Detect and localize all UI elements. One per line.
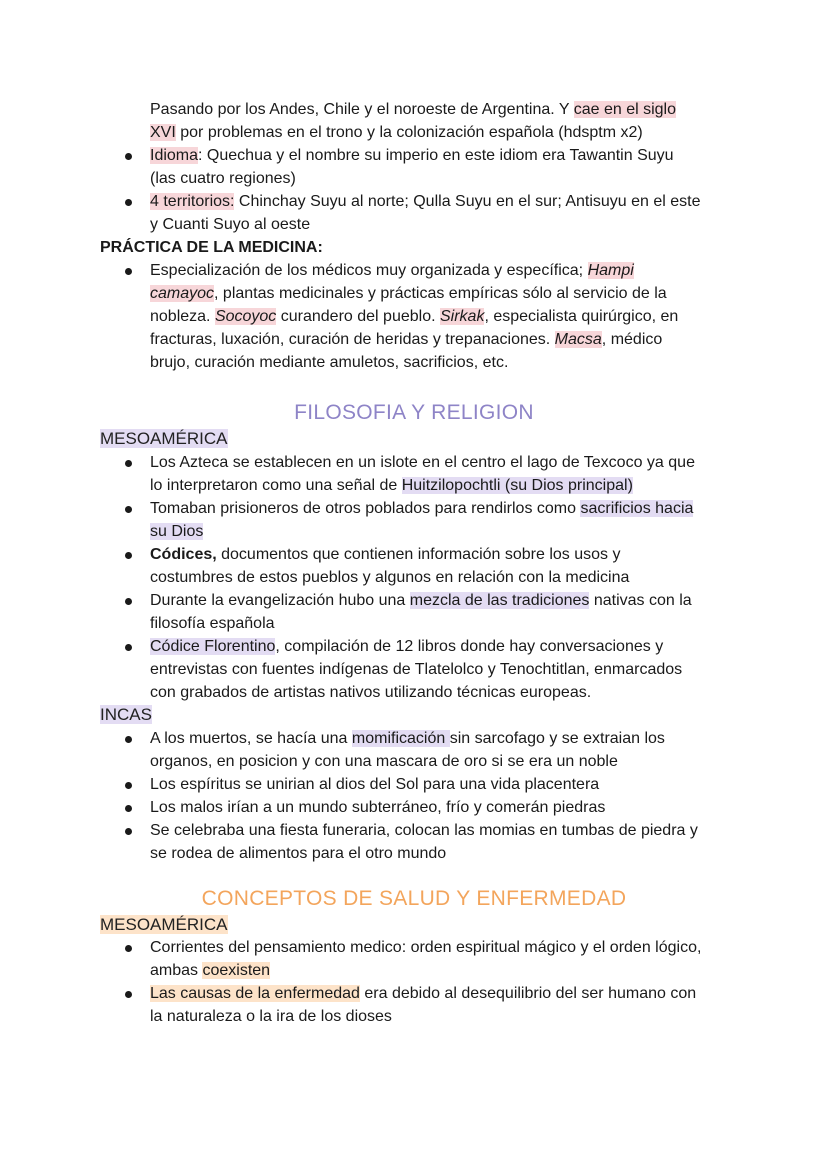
bullet-icon <box>125 199 132 206</box>
causas-item: Las causas de la enfermedad era debido al desequilibrio del ser humano con <box>150 985 697 1002</box>
bullet-icon <box>125 991 132 998</box>
mesoamerica-label-2: MESOAMÉRICA <box>100 915 228 934</box>
practica-line-2: camayoc, plantas medicinales y prácticas empíricas sólo al servicio de la <box>150 285 667 302</box>
practica-line-5: brujo, curación mediante amuletos, sacrificios, etc. <box>150 354 509 371</box>
practica-line-3: nobleza. Socoyoc curandero del pueblo. Sirkak, especialista quirúrgico, en <box>150 308 679 325</box>
idioma-item: Idioma: Quechua y el nombre su imperio en este idiom era Tawantin Suyu <box>150 147 674 164</box>
bullet-icon <box>125 506 132 513</box>
corrientes-item-cont: ambas coexisten <box>150 962 271 979</box>
incas-label: INCAS <box>100 705 152 724</box>
filosofia-title: FILOSOFIA Y RELIGION <box>294 401 534 424</box>
bullet-icon <box>125 153 132 160</box>
bullet-icon <box>125 828 132 835</box>
practica-line-4: fracturas, luxación, curación de heridas y trepanaciones. Macsa, médico <box>150 331 663 348</box>
aztecas-item: Los Azteca se establecen en un islote en el centro el lago de Texcoco ya que <box>150 454 695 471</box>
codice-florentino-item-cont: con grabados de artistas nativos utilizando técnicas europeas. <box>150 684 592 701</box>
prisioneros-item-cont: su Dios <box>150 523 204 540</box>
bullet-icon <box>125 598 132 605</box>
territorios-item: 4 territorios: Chinchay Suyu al norte; Qulla Suyu en el sur; Antisuyu en el este <box>150 193 701 210</box>
bullet-icon <box>125 805 132 812</box>
fiesta-funeraria-item: Se celebraba una fiesta funeraria, colocan las momias en tumbas de piedra y <box>150 822 698 839</box>
codice-florentino-item-cont: entrevistas con fuentes indígenas de Tlatelolco y Tenochtitlan, enmarcados <box>150 661 683 678</box>
practica-line-1: Especialización de los médicos muy organizada y específica; Hampi <box>150 262 634 279</box>
idioma-item-cont: (las cuatro regiones) <box>150 170 296 187</box>
evangelizacion-item-cont: filosofía española <box>150 615 275 632</box>
aztecas-item-cont: lo interpretaron como una señal de Huitzilopochtli (su Dios principal) <box>150 477 633 494</box>
bullet-icon <box>125 460 132 467</box>
incas-intro-line-1: Pasando por los Andes, Chile y el noroeste de Argentina. Y cae en el siglo <box>150 101 676 118</box>
mesoamerica-label-1: MESOAMÉRICA <box>100 429 228 448</box>
prisioneros-item: Tomaban prisioneros de otros poblados para rendirlos como sacrificios hacia <box>150 500 694 517</box>
bullet-icon <box>125 644 132 651</box>
bullet-icon <box>125 736 132 743</box>
fiesta-funeraria-item-cont: se rodea de alimentos para el otro mundo <box>150 845 447 862</box>
codice-florentino-item: Códice Florentino, compilación de 12 libros donde hay conversaciones y <box>150 638 664 655</box>
corrientes-item: Corrientes del pensamiento medico: orden espiritual mágico y el orden lógico, <box>150 939 702 956</box>
bullet-icon <box>125 552 132 559</box>
bullet-icon <box>125 945 132 952</box>
malos-item: Los malos irían a un mundo subterráneo, frío y comerán piedras <box>150 799 606 816</box>
salud-title: CONCEPTOS DE SALUD Y ENFERMEDAD <box>201 887 627 910</box>
bullet-icon <box>125 268 132 275</box>
codices-item-cont: costumbres de estos pueblos y algunos en relación con la medicina <box>150 569 630 586</box>
incas-intro-line-2: XVI por problemas en el trono y la colonización española (hdsptm x2) <box>150 124 643 141</box>
bullet-icon <box>125 782 132 789</box>
espiritus-item: Los espíritus se unirian al dios del Sol para una vida placentera <box>150 776 600 793</box>
practica-heading: PRÁCTICA DE LA MEDICINA: <box>100 239 323 256</box>
evangelizacion-item: Durante la evangelización hubo una mezcla de las tradiciones nativas con la <box>150 592 692 609</box>
causas-item-cont: la naturaleza o la ira de los dioses <box>150 1008 392 1025</box>
territorios-item-cont: y Cuanti Suyo al oeste <box>150 216 311 233</box>
momificacion-item: A los muertos, se hacía una momificación sin sarcofago y se extraian los <box>150 730 665 747</box>
momificacion-item-cont: organos, en posicion y con una mascara de oro si se era un noble <box>150 753 618 770</box>
codices-item: Códices, documentos que contienen información sobre los usos y <box>150 546 621 563</box>
